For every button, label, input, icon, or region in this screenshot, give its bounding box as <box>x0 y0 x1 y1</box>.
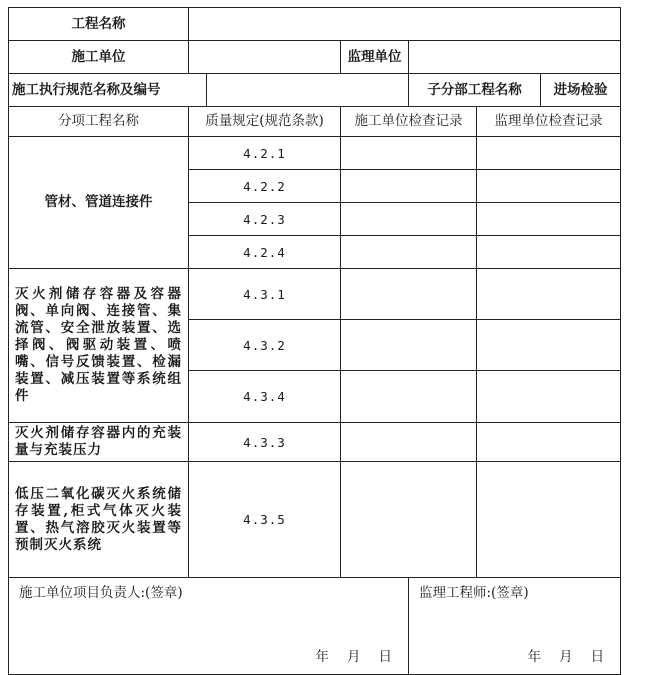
clause-number: 4.2.2 <box>189 170 341 203</box>
supervisor-signature-label: 监理工程师:(签章) <box>419 585 529 601</box>
column-header-clause: 质量规定(规范条款) <box>189 107 341 137</box>
contractor-record-cell[interactable] <box>341 203 477 236</box>
project-name-label: 工程名称 <box>9 8 189 41</box>
table-row <box>9 269 621 320</box>
standard-row <box>9 74 621 107</box>
supervisor-record-cell[interactable] <box>477 236 621 269</box>
inspection-form <box>8 7 620 675</box>
sub-division-value: 进场检验 <box>541 74 621 107</box>
supervisor-record-cell[interactable] <box>477 371 621 423</box>
contractor-signature-date <box>300 649 395 666</box>
clause-number: 4.2.4 <box>189 236 341 269</box>
item-name: 管材、管道连接件 <box>9 137 189 269</box>
project-name-field[interactable] <box>189 8 621 41</box>
supervisor-record-cell[interactable] <box>477 320 621 371</box>
table-row <box>9 462 621 578</box>
item-name: 灭火剂储存容器内的充装量与充装压力 <box>9 423 189 462</box>
item-name: 低压二氧化碳灭火系统储存装置,柜式气体灭火装置、热气溶胶灭火装置等预制灭火系统 <box>9 462 189 578</box>
column-header-contractor: 施工单位检查记录 <box>341 107 477 137</box>
standard-field[interactable] <box>207 74 409 107</box>
supervisor-record-cell[interactable] <box>477 269 621 320</box>
clause-number: 4.3.2 <box>189 320 341 371</box>
construction-unit-field[interactable] <box>189 41 341 74</box>
supervisor-record-cell[interactable] <box>477 203 621 236</box>
clause-number: 4.3.1 <box>189 269 341 320</box>
contractor-record-cell[interactable] <box>341 137 477 170</box>
supervisor-record-cell[interactable] <box>477 137 621 170</box>
column-header-row <box>9 107 621 137</box>
date-month: 月 <box>347 649 363 665</box>
supervision-unit-label: 监理单位 <box>341 41 409 74</box>
contractor-record-cell[interactable] <box>341 269 477 320</box>
column-header-supervisor: 监理单位检查记录 <box>477 107 621 137</box>
supervisor-record-cell[interactable] <box>477 423 621 462</box>
date-month: 月 <box>559 649 575 665</box>
contractor-record-cell[interactable] <box>341 462 477 578</box>
date-day: 日 <box>378 649 394 665</box>
inspection-table <box>8 7 621 675</box>
column-header-item: 分项工程名称 <box>9 107 189 137</box>
clause-number: 4.2.3 <box>189 203 341 236</box>
date-day: 日 <box>590 649 607 665</box>
supervisor-record-cell[interactable] <box>477 170 621 203</box>
supervisor-signature-date <box>512 649 607 666</box>
clause-number: 4.3.5 <box>189 462 341 578</box>
table-row <box>9 423 621 462</box>
clause-number: 4.3.3 <box>189 423 341 462</box>
contractor-signature-cell[interactable] <box>9 578 409 675</box>
item-name: 灭火剂储存容器及容器阀、单向阀、连接管、集流管、安全泄放装置、选择阀、阀驱动装置、喷嘴、信号反馈装置、检漏装置、减压装置等系统组件 <box>9 269 189 423</box>
date-year: 年 <box>527 649 544 665</box>
standard-label: 施工执行规范名称及编号 <box>9 74 207 107</box>
signature-row <box>9 578 621 675</box>
supervision-unit-field[interactable] <box>409 41 621 74</box>
contractor-signature-label: 施工单位项目负责人:(签章) <box>19 585 183 601</box>
supervisor-record-cell[interactable] <box>477 462 621 578</box>
contractor-record-cell[interactable] <box>341 320 477 371</box>
table-row <box>9 137 621 170</box>
clause-number: 4.2.1 <box>189 137 341 170</box>
sub-division-label: 子分部工程名称 <box>409 74 541 107</box>
contractor-record-cell[interactable] <box>341 170 477 203</box>
date-year: 年 <box>315 649 331 665</box>
contractor-record-cell[interactable] <box>341 236 477 269</box>
clause-number: 4.3.4 <box>189 371 341 423</box>
project-name-row <box>9 8 621 41</box>
contractor-record-cell[interactable] <box>341 371 477 423</box>
supervisor-signature-cell[interactable] <box>409 578 621 675</box>
contractor-record-cell[interactable] <box>341 423 477 462</box>
construction-unit-label: 施工单位 <box>9 41 189 74</box>
units-row <box>9 41 621 74</box>
